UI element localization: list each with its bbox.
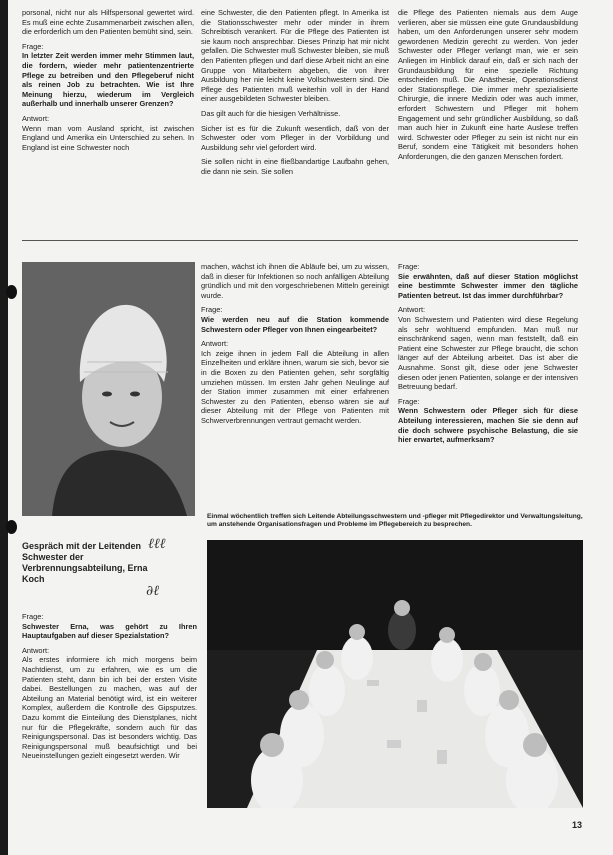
photo-caption: Einmal wöchentlich treffen sich Leitende Abteilungsschwestern und -pfleger mit Pflegedirektor und Verwaltungsleitung, um anstehende Organisationsfragen und Probleme im Pflegebereich zu besprechen.	[207, 513, 583, 529]
question-text: In letzter Zeit werden immer mehr Stimmen laut, die fordern, wieder mehr patientenzentrierte Pflege zu betreiben und den Pflegeberuf nicht als reinen Job zu betrachten. Wie ist Ihre Meinung hierzu, wiederum im Vergleich außerhalb und innerhalb unserer Grenzen?	[22, 51, 194, 109]
paragraph: Das gilt auch für die hiesigen Verhältnisse.	[201, 108, 341, 118]
answer-label: Antwort:	[22, 113, 50, 123]
interview-title: Gespräch mit der Leitenden Schwester der Verbrennungsabteilung, Erna Koch	[22, 541, 148, 584]
paragraph: Sicher ist es für die Zukunft wesentlich, daß von der Schwester oder vom Pfleger in der Vorbildung und Ausbildung sehr viel gefordert wird.	[201, 123, 389, 152]
question-label: Frage:	[22, 41, 44, 51]
answer-label: Antwort:	[22, 645, 50, 655]
column-1-top	[22, 8, 194, 234]
question-text: Wenn Schwestern oder Pfleger sich für diese Abteilung interessieren, machen Sie sie denn auf die doch schwere psychische Belastung, die sie hier erwartet, aufmerksam?	[398, 406, 578, 445]
column-3-mid	[398, 262, 578, 508]
question-text: Schwester Erna, was gehört zu Ihren Hauptaufgaben auf dieser Spezialstation?	[22, 621, 197, 641]
answer-label: Antwort:	[398, 305, 426, 315]
answer-text: Ich zeige ihnen in jedem Fall die Abteilung in allen Einzelheiten und erkläre ihnen, warum sie sich, bevor sie in die Boxen zu den Patienten gehen, sehr sorgfältig umziehen müssen. Im ersten Jahr gehen Neulinge auf der Station immer zusammen mit einer erfahrenen Schwester zu den Patienten, ebenso wären sie auf dieser Abteilung mit der Pflege von Patienten mit Schwerverbrennungen vertraut gemacht werden.	[201, 348, 389, 425]
paragraph: die Pflege des Patienten niemals aus dem Auge verlieren, aber sie müssen eine gute Grundausbildung haben, um den Anforderungen unserer sehr modern gewordenen Medizin gerecht zu werden. Von jeder Schwester oder Pfleger verlangt man, wie er sein Anliegen im Hinblick darauf ein, daß er sich nach der Grundausbildung für eine spezielle Richtung entscheiden muß. Die Anästhesie, Operationsdienst oder Stationspflege. Die immer mehr spezialisierte Chirurgie, die innere Medizin oder was auch immer, erfordert Schwestern und Pfleger mit hohem Engagement und sehr gründlicher Ausbildung, so daß man auch hier in Zukunft eine harte Auslese treffen wird. Schwester oder Pfleger zu sein ist nicht nur ein Beruf, sondern eine Tätigkeit mit besonders hohen Anforderungen, die den ganzen Menschen fordert.	[398, 8, 578, 161]
meeting-photo	[207, 540, 583, 808]
portrait-photo	[22, 262, 195, 516]
column-1-bottom	[22, 612, 197, 822]
section-divider	[22, 240, 578, 241]
paragraph: Sie sollen nicht in eine fließbandartige Laufbahn gehen, die dann nie sein. Sie sollen	[201, 157, 389, 176]
question-label: Frage:	[398, 396, 420, 406]
punch-hole	[6, 285, 17, 299]
answer-text: Von Schwestern und Patienten wird diese Regelung als sehr wohltuend empfunden. Man muß nur einschränkend sagen, wenn man feststellt, daß ein Patient eine Schwester zur Pflege braucht, die schon länger auf der Abteilung arbeitet. Das ist aber die Ausnahme. Sonst gilt, diese oder jene Schwester diesen oder jenen Patienten, solange er der intensiven Betreuung bedarf.	[398, 314, 578, 392]
answer-label: Antwort:	[201, 339, 229, 349]
question-label: Frage:	[22, 612, 44, 621]
question-text: Wie werden neu auf die Station kommende Schwestern oder Pfleger von Ihnen eingearbeitet?	[201, 314, 389, 334]
column-2-top	[201, 8, 389, 234]
question-label: Frage:	[398, 262, 420, 271]
column-2-mid	[201, 262, 389, 508]
paragraph: porsonal, nicht nur als Hilfspersonal gewertet wird. Es muß eine echte Zusammenarbeit zwischen allen, die erforderlich um den Patienten bemüht sind, sein.	[22, 8, 194, 37]
page-number: 13	[572, 820, 583, 830]
handwritten-signature: ℓℓℓ	[148, 536, 166, 552]
answer-text: Als erstes informiere ich mich morgens beim Nachtdienst, um zu erfahren, wie es um die Patienten steht, dann bin ich bei der ersten Visite dabei. Bestellungen zu machen, was auf der Abteilung an Material benötigt wird, ist ein weiterer Komplex, außerdem die Kontrolle des Gipsputzes. Dazu kommt die Einteilung des Dienstplanes, nicht nur für die Pflegekräfte, sondern auch für das Reinigungspersonal. Das ist besonders wichtig. Das Reinigungspersonal muß beaufsichtigt und bei Neueinstellungen gezielt eingesetzt werden. Wir	[22, 655, 197, 761]
punch-hole	[6, 520, 17, 534]
scan-edge	[0, 0, 8, 855]
column-3-top	[398, 8, 578, 234]
question-text: Sie erwähnten, daß auf dieser Station möglichst eine bestimmte Schwester immer den tägliche Patienten betreut. Ist das immer durchführbar?	[398, 271, 578, 300]
answer-text: Wenn man vom Ausland spricht, ist zwischen England und Amerika ein Unterschied zu sehen. In England ist eine Schwester noch	[22, 123, 194, 152]
handwritten-signature: ∂ℓ	[146, 583, 160, 599]
paragraph: machen, wächst ich ihnen die Abläufe bei, um zu wissen, daß in dieser für Infektionen so noch anfälligen Abteilung gründlich und mit den vorgeschriebenen Mitteln gereinigt wurde.	[201, 262, 389, 300]
paragraph: eine Schwester, die den Patienten pflegt. In Amerika ist die Stationsschwester mehr oder minder in ihrem Schreibtisch verankert. Für die Pflege des Patienten ist sie kaum noch ansprechbar. Dieses Prinzip hat mir nicht gefallen. Die Schwester muß Schwester bleiben, sie muß den Patienten pflegen und darf diese Arbeit nicht an eine Gruppe von Mitarbeitern abgeben, die von ihrer Ausbildung her nie leicht keine Vollschwestern sind. Die Pflege des Patienten muß weiterhin voll in der Hand einer ausgebildeten Schwester bleiben.	[201, 8, 389, 104]
question-label: Frage:	[201, 305, 223, 315]
